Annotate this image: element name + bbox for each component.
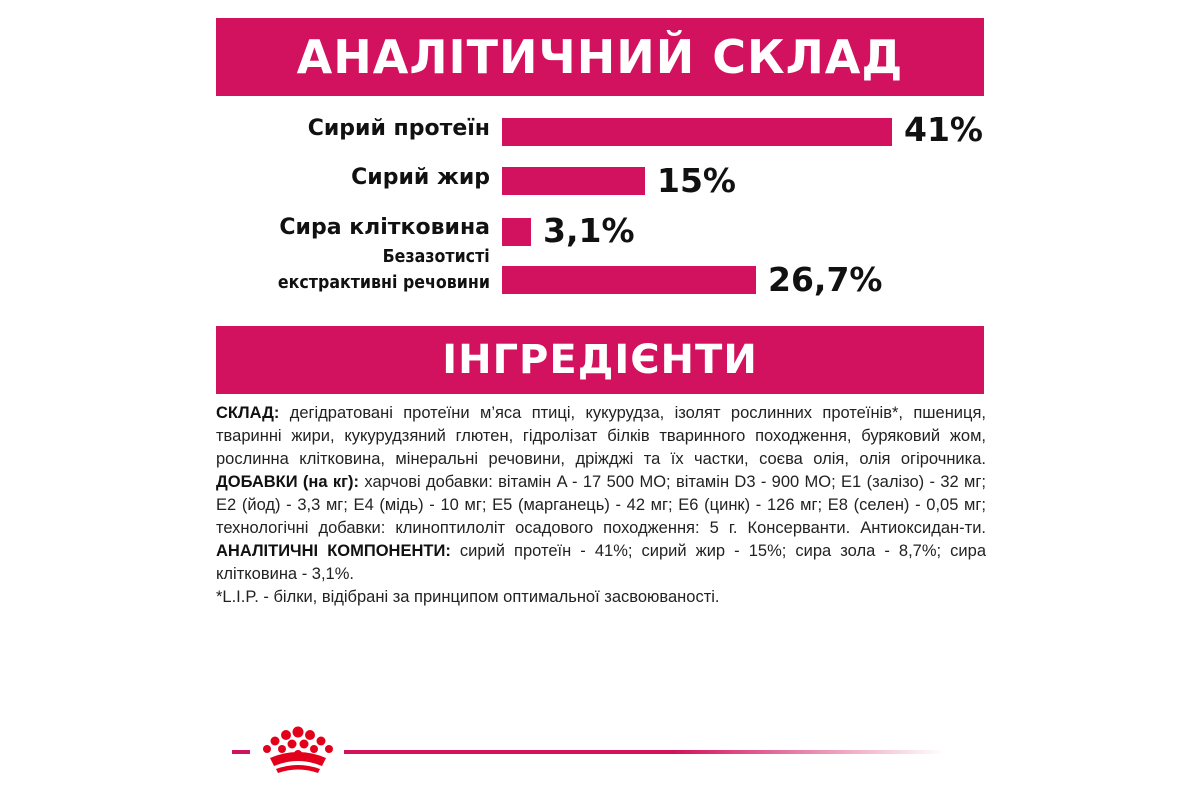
footer-line-left [232,750,250,754]
chart-bar-nfe [502,266,756,294]
chart-value-label: 26,7% [768,260,883,299]
chart-value-label: 15% [657,161,736,200]
chart-row [216,244,1000,300]
footer-line-right [344,750,944,754]
chart-bar-fiber [502,218,531,246]
chart-bar-fat [502,167,645,195]
chart-category-label-line-2: екстрактивні речовини [277,272,490,293]
composition-label: СКЛАД: [216,404,280,422]
additives-label: ДОБАВКИ (на кг): [216,473,360,491]
analytical-components-label: АНАЛІТИЧНІ КОМПОНЕНТИ: [216,542,451,560]
analysis-title: АНАЛІТИЧНИЙ СКЛАД [296,30,904,84]
analysis-banner [216,18,984,96]
chart-bar-protein [502,118,892,146]
chart-category-label-line-1: Безазотисті [382,246,490,267]
composition-text: дегідратовані протеїни м’яса птиці, кукурудза, ізолят рослинних протеїнів*, пшениця, тваринні жири, кукурудзяний глютен, гідролізат білків тваринного походження, буряковий жом, рослинна клітковина, мінеральні речовини, дріжджі та їх частки, соєва олія, олія огірочника. [216,404,986,468]
chart-row [216,112,1000,152]
analytical-components-text: сирий протеїн - 41%; сирий жир - 15%; сира зола - 8,7%; сира клітковина - 3,1%. [216,542,986,583]
ingredients-banner [216,326,984,394]
chart-row [216,163,1000,203]
additives-text: харчові добавки: вітамін A - 17 500 МО; вітамін D3 - 900 МО; E1 (залізо) - 32 мг; E2 (йод) - 3,3 мг; E4 (мідь) - 10 мг; E5 (марганець) - 42 мг; E6 (цинк) - 126 мг; E8 (селен) - 0,05 мг; технологічні добавки: клиноптилоліт осадового походження: 5 г. Консерванти. Антиоксидан-ти. [216,473,986,537]
footnote: *L.I.P. - білки, відібрані за принципом оптимальної засвоюваності. [216,588,720,606]
ingredients-title: ІНГРЕДІЄНТИ [442,337,758,383]
chart-category-label: Сира клітковина [279,215,490,240]
ingredients-text [216,402,986,609]
royal-canin-crown-icon [256,722,340,776]
chart-category-label: Сирий протеїн [307,116,490,141]
chart-category-label: Сирий жир [351,165,490,190]
chart-value-label: 41% [904,110,983,149]
chart-value-label: 3,1% [543,211,635,250]
